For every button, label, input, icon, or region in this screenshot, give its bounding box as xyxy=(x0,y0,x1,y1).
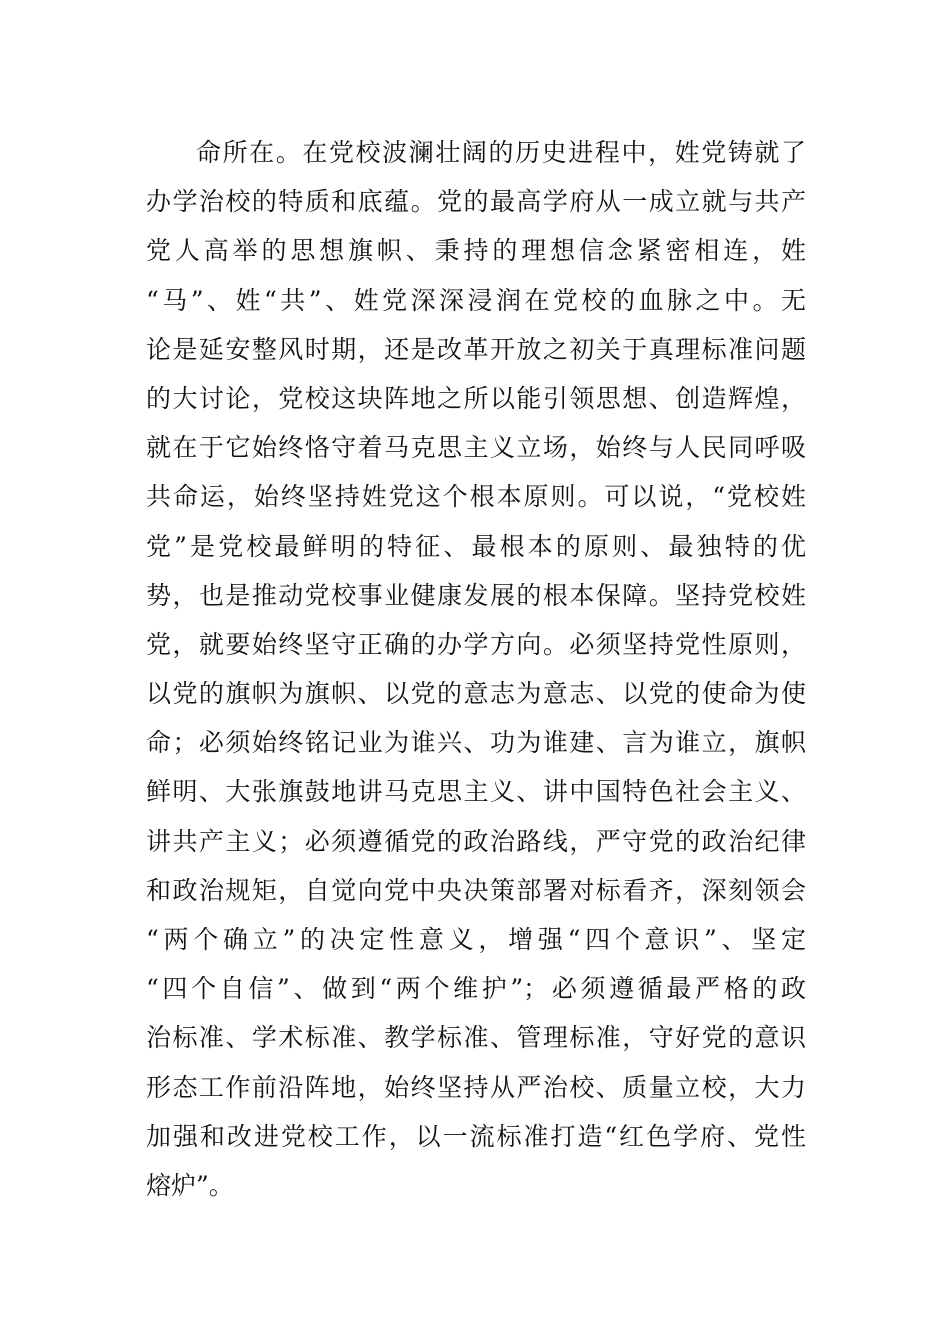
paragraph-line: “两个确立”的决定性意义，增强“四个意识”、坚定 xyxy=(146,925,806,954)
paragraph-line: 形态工作前沿阵地，始终坚持从严治校、质量立校，大力 xyxy=(146,1072,806,1102)
paragraph-line: 论是延安整风时期，还是改革开放之初关于真理标准问题 xyxy=(146,334,806,364)
paragraph-line: 治标准、学术标准、教学标准、管理标准，守好党的意识 xyxy=(146,1023,806,1053)
paragraph-line: 势，也是推动党校事业健康发展的根本保障。坚持党校姓 xyxy=(146,580,806,610)
paragraph-line: 党人高举的思想旗帜、秉持的理想信念紧密相连，姓 xyxy=(146,236,806,266)
paragraph-line: 以党的旗帜为旗帜、以党的意志为意志、以党的使命为使 xyxy=(146,679,806,709)
paragraph-line: 命；必须始终铭记业为谁兴、功为谁建、言为谁立，旗帜 xyxy=(146,728,806,758)
paragraph-line: 就在于它始终恪守着马克思主义立场，始终与人民同呼吸 xyxy=(146,433,806,463)
paragraph-line: 党”是党校最鲜明的特征、最根本的原则、最独特的优 xyxy=(146,531,806,561)
paragraph-line: 党，就要始终坚守正确的办学方向。必须坚持党性原则， xyxy=(146,629,806,659)
paragraph-line: “四个自信”、做到“两个维护”；必须遵循最严格的政 xyxy=(146,974,806,1004)
paragraph-line: 和政治规矩，自觉向党中央决策部署对标看齐，深刻领会 xyxy=(146,875,806,905)
paragraph-line: 共命运，始终坚持姓党这个根本原则。可以说，“党校姓 xyxy=(146,482,806,512)
paragraph-line: 鲜明、大张旗鼓地讲马克思主义、讲中国特色社会主义、 xyxy=(146,777,806,807)
paragraph-line: 讲共产主义；必须遵循党的政治路线，严守党的政治纪律 xyxy=(146,826,806,856)
paragraph-line: 熔炉”。 xyxy=(146,1170,234,1200)
paragraph-line: 办学治校的特质和底蕴。党的最高学府从一成立就与共产 xyxy=(146,187,806,217)
paragraph-line: 命所在。在党校波澜壮阔的历史进程中，姓党铸就了 xyxy=(196,138,806,167)
paragraph-line: 的大讨论，党校这块阵地之所以能引领思想、创造辉煌， xyxy=(146,383,806,413)
paragraph-line: “马”、姓“共”、姓党深深浸润在党校的血脉之中。无 xyxy=(146,285,806,315)
body-paragraph xyxy=(146,128,806,1210)
paragraph-line: 加强和改进党校工作，以一流标准打造“红色学府、党性 xyxy=(146,1121,806,1151)
